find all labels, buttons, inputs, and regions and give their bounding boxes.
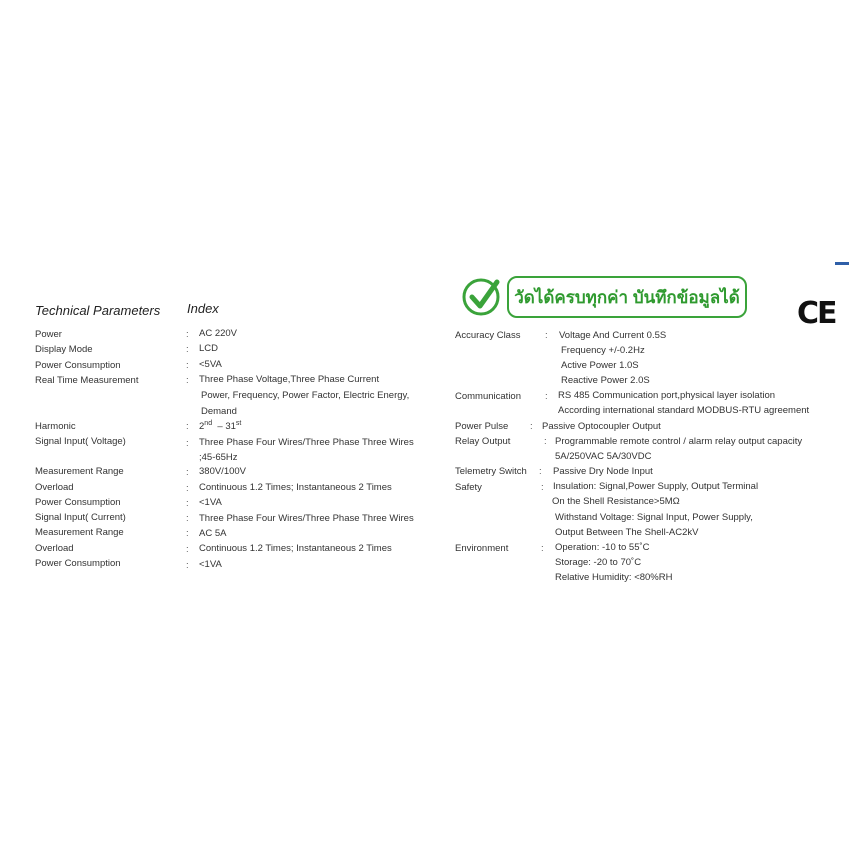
- param-colon: :: [186, 483, 189, 494]
- param-colon: :: [186, 560, 189, 571]
- harmonic-dash: –: [217, 421, 226, 432]
- param-colon: :: [186, 544, 189, 555]
- param-label: Power Consumption: [35, 558, 121, 569]
- param-colon: :: [539, 466, 542, 477]
- param-value: ;45-65Hz: [199, 452, 238, 463]
- param-value: Demand: [201, 406, 237, 417]
- param-value: On the Shell Resistance>5MΩ: [552, 496, 680, 507]
- param-label: Relay Output: [455, 436, 511, 447]
- param-label: Measurement Range: [35, 466, 124, 477]
- param-label: Overload: [35, 482, 74, 493]
- param-value: Continuous 1.2 Times; Instantaneous 2 Times: [199, 482, 392, 493]
- param-value: <1VA: [199, 497, 222, 508]
- param-value: Three Phase Four Wires/Three Phase Three Wires: [199, 513, 414, 524]
- accent-bar: [835, 262, 849, 265]
- param-value: Passive Optocoupler Output: [542, 421, 661, 432]
- param-label: Signal Input( Voltage): [35, 436, 126, 447]
- harmonic-low: 2: [199, 421, 205, 432]
- section-title: Technical Parameters: [35, 303, 161, 318]
- param-label: Measurement Range: [35, 527, 124, 538]
- param-value: AC 5A: [199, 528, 227, 539]
- param-value: AC 220V: [199, 328, 238, 339]
- param-colon: :: [545, 330, 548, 341]
- param-value: LCD: [199, 343, 219, 354]
- param-value: Continuous 1.2 Times; Instantaneous 2 Times: [199, 543, 392, 554]
- param-colon: :: [186, 421, 189, 432]
- param-value: Insulation: Signal,Power Supply, Output Terminal: [553, 481, 759, 492]
- param-value: [199, 421, 241, 432]
- param-value: Three Phase Voltage,Three Phase Current: [199, 374, 380, 385]
- param-label: Real Time Measurement: [35, 375, 139, 386]
- feature-badge: [507, 276, 747, 318]
- param-colon: :: [186, 344, 189, 355]
- param-value: RS 485 Communication port,physical layer isolation: [558, 390, 776, 401]
- param-value: Output Between The Shell-AC2kV: [555, 527, 699, 538]
- feature-badge-text: วัดได้ครบทุกค่า บันทึกข้อมูลได้: [514, 287, 740, 307]
- harmonic-high: 31: [225, 421, 236, 432]
- param-value: <5VA: [199, 359, 222, 370]
- param-colon: :: [186, 498, 189, 509]
- param-colon: :: [541, 482, 544, 493]
- param-colon: :: [186, 329, 189, 340]
- param-value: Passive Dry Node Input: [553, 466, 653, 477]
- param-label: Communication: [455, 391, 521, 402]
- param-colon: :: [186, 467, 189, 478]
- param-value: Voltage And Current 0.5S: [559, 330, 667, 341]
- ce-mark-icon: CE: [797, 296, 836, 331]
- param-value: Three Phase Four Wires/Three Phase Three Wires: [199, 437, 414, 448]
- check-circle-icon: [461, 276, 503, 318]
- param-colon: :: [530, 421, 533, 432]
- param-label: Harmonic: [35, 421, 76, 432]
- index-title: Index: [187, 301, 219, 316]
- param-colon: :: [186, 375, 189, 386]
- param-value: Storage: -20 to 70˚C: [555, 557, 642, 568]
- param-label: Overload: [35, 543, 74, 554]
- param-label: Telemetry Switch: [455, 466, 527, 477]
- param-label: Display Mode: [35, 344, 93, 355]
- param-colon: :: [186, 513, 189, 524]
- harmonic-low-suffix: nd: [204, 419, 213, 427]
- param-value: Power, Frequency, Power Factor, Electric Energy,: [201, 390, 410, 401]
- param-colon: :: [186, 528, 189, 539]
- param-label: Power: [35, 329, 62, 340]
- param-value: Operation: -10 to 55˚C: [555, 542, 650, 553]
- harmonic-high-suffix: st: [235, 419, 242, 427]
- param-value: <1VA: [199, 559, 222, 570]
- param-value: Withstand Voltage: Signal Input, Power Supply,: [555, 512, 753, 523]
- param-label: Environment: [455, 543, 509, 554]
- param-value: 5A/250VAC 5A/30VDC: [555, 451, 652, 462]
- param-label: Power Pulse: [455, 421, 509, 432]
- param-colon: :: [544, 436, 547, 447]
- param-value: 380V/100V: [199, 466, 247, 477]
- param-label: Safety: [455, 482, 482, 493]
- param-value: Active Power 1.0S: [561, 360, 639, 371]
- param-label: Power Consumption: [35, 497, 121, 508]
- param-value: Reactive Power 2.0S: [561, 375, 650, 386]
- param-colon: :: [541, 543, 544, 554]
- param-label: Accuracy Class: [455, 330, 521, 341]
- param-colon: :: [545, 391, 548, 402]
- param-value: Programmable remote control / alarm relay output capacity: [555, 436, 803, 447]
- param-colon: :: [186, 360, 189, 371]
- param-value: Relative Humidity: <80%RH: [555, 572, 673, 583]
- param-value: Frequency +/-0.2Hz: [561, 345, 645, 356]
- param-label: Power Consumption: [35, 360, 121, 371]
- param-label: Signal Input( Current): [35, 512, 126, 523]
- param-colon: :: [186, 438, 189, 449]
- param-value: According international standard MODBUS-RTU agreement: [558, 405, 810, 416]
